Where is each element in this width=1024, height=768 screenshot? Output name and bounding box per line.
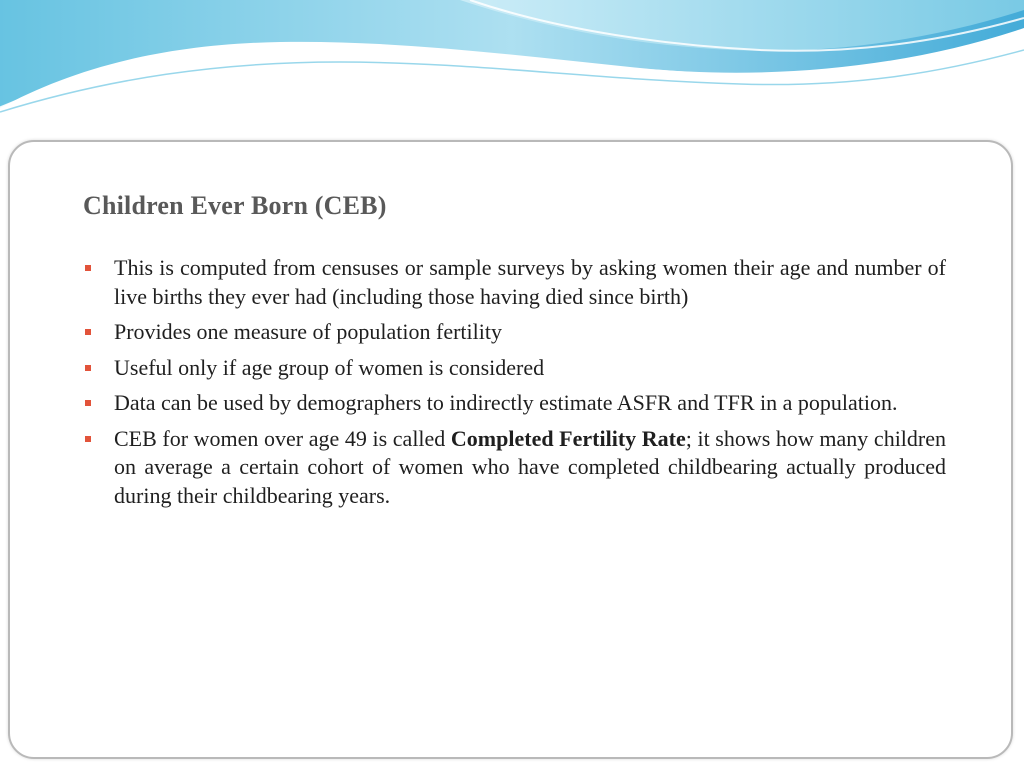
square-bullet-icon [85,329,91,335]
bullet-text: Provides one measure of population fertility [114,319,502,344]
bullet-item [80,389,946,418]
square-bullet-icon [85,265,91,271]
bullet-text-after: ; it shows how many children on average a certain cohort of women who have completed childbearing actually produced during their childbearing years. [114,425,947,508]
square-bullet-icon [85,365,91,371]
bold-term: Completed Fertility Rate [450,425,686,451]
bullet-text: Useful only if age group of women is considered [114,354,545,380]
bullet-item [80,318,946,347]
bullet-text: This is computed from censuses or sample surveys by asking women their age and number of live births they ever had (including those having died since birth) [114,255,946,309]
bullet-text: Data can be used by demographers to indirectly estimate ASFR and TFR in a population. [114,390,898,415]
slide-title: Children Ever Born (CEB) [83,191,387,220]
bullet-item [80,254,946,311]
bullet-text-before: CEB for women over age 49 is called [114,425,451,451]
bullet-text [114,426,946,508]
bullet-item [80,425,946,511]
bullet-item [80,354,946,383]
square-bullet-icon [85,436,91,442]
square-bullet-icon [85,400,91,406]
header-wave-decoration [0,0,1024,140]
bullet-list [80,254,946,517]
slide-content-card [8,140,1013,759]
